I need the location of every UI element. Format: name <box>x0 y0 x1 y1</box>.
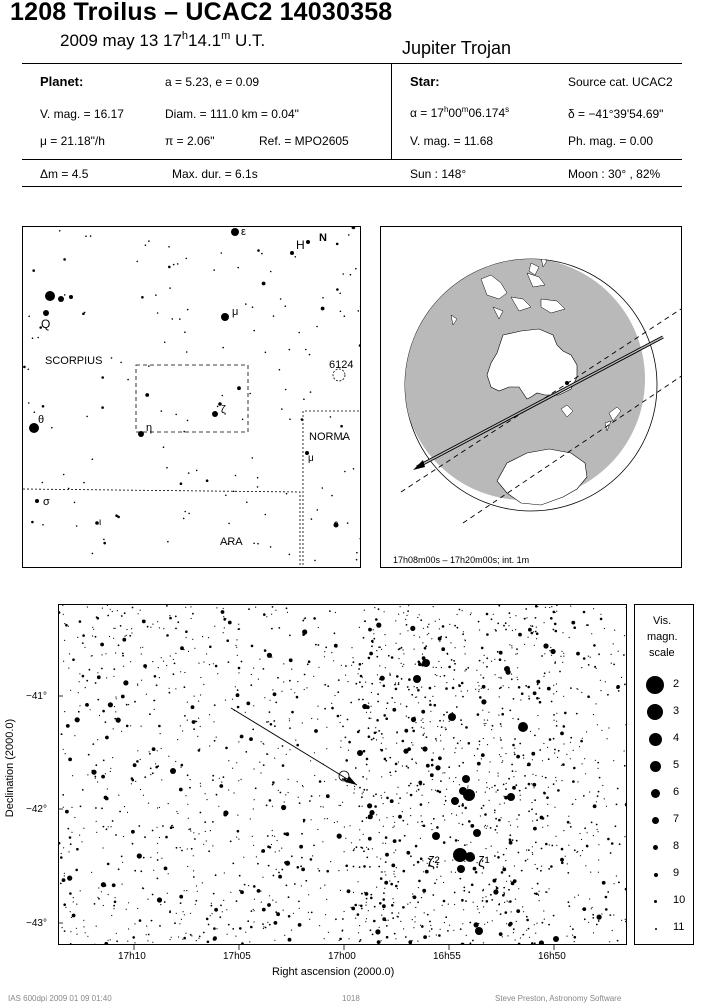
field-star <box>34 411 36 413</box>
star-dec: δ = −41°39'54.69" <box>568 107 664 121</box>
field-star <box>222 347 224 349</box>
field-star <box>286 493 288 495</box>
event-datetime: 2009 may 13 17$^h$14.1$^m$ U.T. <box>60 30 266 50</box>
field-star <box>233 491 235 493</box>
field-star <box>42 482 44 484</box>
field-star <box>340 311 342 313</box>
field-star <box>115 514 118 517</box>
field-star <box>305 349 307 351</box>
field-star <box>336 243 339 246</box>
field-star <box>206 479 209 482</box>
field-star <box>245 303 247 305</box>
scale-row-3: 3 <box>635 702 695 722</box>
field-star <box>322 297 324 299</box>
scale-row-11: 11 <box>635 918 695 938</box>
earth-globe-svg <box>381 227 682 568</box>
field-star <box>348 234 350 236</box>
star-zeta <box>212 411 218 417</box>
field-star <box>350 274 352 276</box>
field-star <box>321 307 325 311</box>
field-star <box>196 470 198 472</box>
scale-row-10: 10 <box>635 891 695 911</box>
field-star <box>356 559 358 561</box>
field-star <box>273 315 275 317</box>
field-star <box>331 495 333 497</box>
star-eta <box>138 431 144 437</box>
field-star <box>172 318 174 320</box>
sun-elongation: Sun : 148° <box>410 167 467 181</box>
field-star <box>187 420 189 422</box>
earth-globe-panel <box>380 226 682 568</box>
field-star <box>344 471 346 473</box>
field-star <box>221 252 223 254</box>
magnitude-scale <box>634 604 694 945</box>
field-star <box>222 395 224 397</box>
field-star <box>155 294 157 296</box>
max-duration: Max. dur. = 6.1s <box>172 167 258 181</box>
field-star <box>289 418 291 420</box>
field-star <box>23 366 26 369</box>
field-star <box>213 269 215 271</box>
field-star <box>168 266 171 269</box>
planet-vmag: V. mag. = 16.17 <box>40 107 124 121</box>
field-star <box>316 326 318 328</box>
star-heading: Star: <box>410 74 440 89</box>
y-axis-label: Declination (2000.0) <box>4 718 16 818</box>
scale-row-5: 5 <box>635 756 695 776</box>
field-star <box>28 316 30 318</box>
field-star <box>186 351 188 353</box>
field-star <box>237 386 241 390</box>
field-star <box>270 271 272 273</box>
footer-left: IAS 600dpi 2009 01 09 01:40 <box>8 994 112 1003</box>
field-star <box>86 416 88 418</box>
field-star <box>355 268 357 270</box>
header-rule-mid <box>22 159 682 160</box>
label-iota: ι <box>99 517 102 528</box>
ra-tick-1: 17h10 <box>118 951 146 962</box>
label-eta: η <box>146 422 153 434</box>
field-star <box>148 365 150 367</box>
scale-row-4: 4 <box>635 729 695 749</box>
field-star <box>347 522 349 524</box>
field-star <box>188 513 190 515</box>
label-ara: ARA <box>220 536 243 548</box>
field-star <box>74 502 76 504</box>
label-zeta1: ζ¹ <box>478 854 490 871</box>
star-sigma <box>35 499 39 503</box>
path-direction-arrow <box>413 460 425 470</box>
footer-center: 1018 <box>342 994 360 1003</box>
field-star <box>322 487 324 489</box>
field-star <box>37 337 39 339</box>
field-star <box>28 402 30 404</box>
field-star <box>103 539 105 541</box>
planet-motion: μ = 21.18"/h <box>40 134 105 148</box>
field-star <box>289 349 291 351</box>
field-star <box>246 502 248 504</box>
label-N: N <box>319 232 327 244</box>
star-phmag: Ph. mag. = 0.00 <box>568 134 654 148</box>
field-star <box>183 431 185 433</box>
field-star <box>101 406 104 409</box>
planet-orbit: a = 5.23, e = 0.09 <box>165 75 260 89</box>
header-divider <box>391 63 392 159</box>
field-star <box>311 518 313 520</box>
field-star <box>314 560 316 562</box>
field-star <box>167 541 169 543</box>
scale-row-2: 2 <box>635 675 695 695</box>
field-star <box>185 258 187 260</box>
boundary-ara <box>23 489 300 568</box>
field-star <box>103 542 106 545</box>
field-star <box>76 525 78 527</box>
field-star <box>83 482 85 484</box>
field-star <box>28 369 30 371</box>
star-epsilon <box>231 228 239 236</box>
field-star <box>353 468 355 470</box>
delta-mag: Δm = 4.5 <box>40 167 89 181</box>
scale-row-9: 9 <box>635 864 695 884</box>
star-field-ticks <box>40 604 640 964</box>
field-star <box>344 315 346 317</box>
star-H <box>290 251 294 255</box>
ra-tick-5: 16h50 <box>538 951 566 962</box>
label-scorpius: SCORPIUS <box>45 355 103 367</box>
planet-ref: Ref. = MPO2605 <box>259 134 349 148</box>
dec-tick-1: −41° <box>26 691 47 702</box>
field-star <box>342 273 344 275</box>
globe-caption: 17h08m00s – 17h20m00s; int. 1m <box>393 555 530 565</box>
field-star <box>252 306 254 308</box>
label-epsilon: ε <box>241 227 246 238</box>
field-star <box>173 264 175 266</box>
ra-tick-4: 16h55 <box>433 951 461 962</box>
field-star <box>257 486 259 488</box>
field-star <box>187 309 189 311</box>
field-star <box>225 495 227 497</box>
header-rule-top <box>22 63 682 64</box>
field-star <box>217 406 219 408</box>
label-sigma: σ <box>43 496 50 508</box>
constellation-map-svg <box>23 227 361 568</box>
planet-heading: Planet: <box>40 74 84 89</box>
background-stars <box>23 227 361 568</box>
field-star <box>151 567 153 568</box>
field-star <box>330 416 332 418</box>
label-H: H <box>296 238 305 252</box>
label-mu1: μ <box>232 306 239 318</box>
scale-title-3: scale <box>649 647 675 659</box>
field-star <box>253 330 255 332</box>
field-star <box>59 230 61 232</box>
field-star <box>262 282 266 286</box>
field-star <box>32 337 34 339</box>
field-star <box>145 244 147 246</box>
constellation-map <box>22 226 361 568</box>
field-star <box>136 261 138 263</box>
field-star <box>168 246 170 248</box>
field-star <box>148 240 150 242</box>
field-star <box>63 474 65 476</box>
dec-tick-3: −43° <box>26 918 47 929</box>
label-mu2: μ <box>308 453 314 464</box>
star-bright-3 <box>69 295 73 299</box>
field-star <box>42 524 44 526</box>
label-epsilon2: ε <box>334 519 339 530</box>
field-star <box>253 543 255 545</box>
field-star <box>169 287 171 289</box>
field-star <box>188 472 190 474</box>
page-title: 1208 Troilus – UCAC2 14030358 <box>10 0 393 26</box>
star-bright-1 <box>45 291 55 301</box>
field-star <box>111 357 113 359</box>
field-star <box>360 306 361 308</box>
detail-field-box <box>136 365 248 432</box>
field-star <box>352 227 356 229</box>
field-star <box>32 269 35 272</box>
field-star <box>340 425 343 428</box>
field-star <box>242 419 244 421</box>
field-star <box>257 543 259 545</box>
ra-tick-2: 17h05 <box>223 951 251 962</box>
field-star <box>120 362 122 364</box>
field-star <box>42 405 45 408</box>
central-instant-marker <box>565 381 569 385</box>
object-type: Jupiter Trojan <box>402 38 512 58</box>
field-star <box>184 331 186 333</box>
label-norma: NORMA <box>309 431 350 443</box>
field-star <box>359 344 361 347</box>
field-star <box>280 298 282 300</box>
field-star <box>356 552 358 554</box>
dec-tick-2: −42° <box>26 804 47 815</box>
field-star <box>90 235 92 237</box>
field-star <box>63 258 66 261</box>
field-star <box>164 342 166 344</box>
label-6124: 6124 <box>329 359 354 371</box>
field-star <box>285 305 287 307</box>
field-star <box>157 312 159 314</box>
field-star <box>303 398 305 400</box>
field-star <box>184 511 186 513</box>
field-star <box>141 296 144 299</box>
label-theta: θ <box>38 414 45 426</box>
moon-info: Moon : 30° , 82% <box>568 167 661 181</box>
field-star <box>84 312 86 314</box>
field-star <box>265 514 267 516</box>
field-star <box>309 354 311 356</box>
label-zeta2: ζ² <box>428 854 440 871</box>
field-star <box>127 379 129 381</box>
planet-parallax: π = 2.06" <box>165 134 215 148</box>
star-Q <box>43 310 49 316</box>
field-star <box>180 482 183 485</box>
field-star <box>298 332 300 334</box>
field-star <box>92 458 94 460</box>
scale-title-2: magn. <box>647 631 678 643</box>
field-star <box>237 267 239 269</box>
field-star <box>336 288 339 291</box>
field-star <box>161 410 163 412</box>
field-star <box>358 310 360 312</box>
field-star <box>177 263 179 265</box>
x-axis-label: Right ascension (2000.0) <box>272 966 395 978</box>
planet-diam: Diam. = 111.0 km = 0.04" <box>165 107 299 121</box>
field-star <box>175 414 177 416</box>
star-source: Source cat. UCAC2 <box>568 75 673 89</box>
field-star <box>166 467 168 469</box>
field-star <box>64 294 66 296</box>
footer-right: Steve Preston, Astronomy Software <box>495 994 622 1003</box>
field-star <box>281 408 283 410</box>
field-star <box>31 521 34 524</box>
field-star <box>317 509 319 511</box>
field-star <box>163 446 165 448</box>
scale-row-6: 6 <box>635 783 695 803</box>
field-star <box>252 457 254 459</box>
field-star <box>145 393 149 397</box>
scale-title-1: Vis. <box>653 615 672 627</box>
star-mu1 <box>221 313 229 321</box>
label-zeta: ζ <box>221 404 226 416</box>
star-vmag: V. mag. = 11.68 <box>410 134 494 148</box>
field-star <box>270 546 272 548</box>
scale-row-7: 7 <box>635 810 695 830</box>
field-star <box>68 488 70 490</box>
scale-row-8: 8 <box>635 837 695 857</box>
field-star <box>257 477 259 479</box>
star-ra: $\alpha = 17^h00^m06.174^s$ <box>410 105 510 120</box>
field-star <box>295 256 297 258</box>
field-star <box>101 376 104 379</box>
field-star <box>257 249 260 252</box>
field-star <box>265 352 267 354</box>
field-star <box>249 393 251 395</box>
field-star <box>289 554 291 556</box>
ra-tick-3: 17h00 <box>328 951 356 962</box>
field-star <box>179 318 181 320</box>
field-star <box>85 235 87 237</box>
field-star <box>183 518 185 520</box>
field-star <box>285 389 287 391</box>
header-rule-bottom <box>22 186 682 187</box>
field-star <box>92 553 94 555</box>
star-bright-2 <box>58 296 64 302</box>
field-star <box>339 293 341 295</box>
field-star <box>261 253 263 255</box>
label-Q: Q <box>41 317 51 331</box>
field-star <box>51 427 53 429</box>
field-star <box>228 523 230 525</box>
field-star <box>310 391 312 393</box>
field-star <box>279 369 281 371</box>
field-star <box>235 475 237 477</box>
star-N <box>306 240 310 244</box>
field-star <box>360 538 362 540</box>
